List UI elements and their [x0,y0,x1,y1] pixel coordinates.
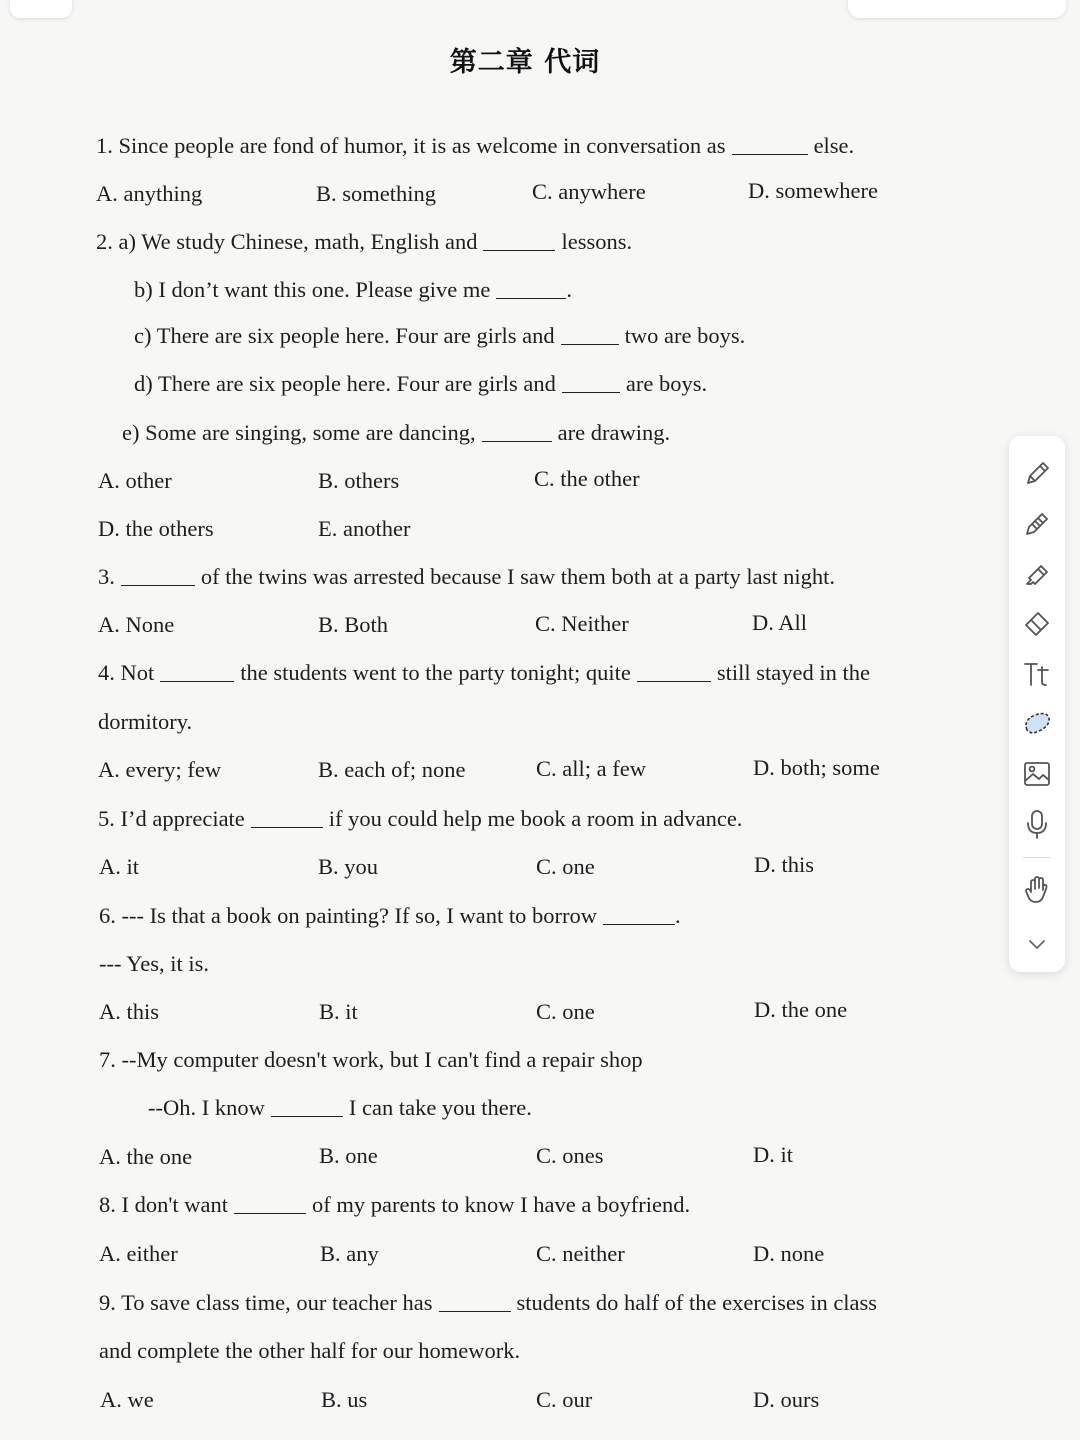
question-8: 8. I don't want of my parents to know I have a boyfriend. [99,1192,691,1217]
question-6: 6. --- Is that a book on painting? If so, I want to borrow . [99,903,681,928]
option[interactable]: A. it [99,854,140,879]
question-3: 3. of the twins was arrested because I saw them both at a party last night. [98,564,836,589]
question-7: 7. --My computer doesn't work, but I can't find a repair shop [99,1047,643,1072]
question-2d: d) There are six people here. Four are girls and are boys. [134,371,708,396]
option[interactable]: C. one [536,999,595,1024]
option[interactable]: B. each of; none [318,757,466,782]
microphone-tool[interactable] [1019,806,1055,842]
hand-tool[interactable] [1019,872,1055,908]
question-2c: c) There are six people here. Four are girls and two are boys. [134,323,746,348]
top-right-toolbar [848,0,1066,18]
pencil-tool[interactable] [1019,456,1055,492]
question-9-continued: and complete the other half for our homework. [99,1338,521,1363]
chevron-down-icon [1021,928,1053,960]
option[interactable]: B. one [319,1143,378,1168]
answer-blank[interactable] [271,1096,343,1117]
option[interactable]: A. other [98,468,172,493]
top-left-tab[interactable] [10,0,72,18]
question-4-continued: dormitory. [98,709,193,734]
option[interactable]: A. either [99,1241,178,1266]
answer-blank[interactable] [561,324,619,345]
text-tool[interactable] [1019,656,1055,692]
option[interactable]: C. the other [534,466,640,491]
option[interactable]: D. All [752,610,808,635]
lasso-tool[interactable] [1019,706,1055,742]
option[interactable]: B. you [318,854,379,879]
option[interactable]: A. every; few [98,757,222,782]
option[interactable]: B. us [321,1387,368,1412]
answer-blank[interactable] [496,278,566,299]
option[interactable]: C. Neither [535,611,629,636]
highlighter-icon [1021,558,1053,590]
question-6-reply: --- Yes, it is. [99,951,210,976]
option[interactable]: D. this [754,852,815,877]
text-tool-icon [1021,658,1053,690]
question-4: 4. Not the students went to the party tonight; quite still stayed in the [98,660,870,685]
option[interactable]: D. none [753,1241,825,1266]
answer-blank[interactable] [637,661,711,682]
pen-icon [1021,508,1053,540]
hand-icon [1021,874,1053,906]
toolbar-divider [1023,857,1051,858]
question-7-reply: --Oh. I know I can take you there. [148,1095,532,1120]
image-tool[interactable] [1019,756,1055,792]
option[interactable]: C. one [536,854,595,879]
answer-blank[interactable] [732,134,808,155]
option[interactable]: A. the one [99,1144,193,1169]
option[interactable]: D. somewhere [748,178,878,203]
option[interactable]: C. ones [536,1143,604,1168]
option[interactable]: D. the one [754,997,848,1022]
answer-blank[interactable] [562,372,620,393]
option[interactable]: A. we [100,1387,154,1412]
option[interactable]: D. it [753,1142,794,1167]
eraser-icon [1021,608,1053,640]
microphone-icon [1021,808,1053,840]
answer-blank[interactable] [160,661,234,682]
highlighter-tool[interactable] [1019,556,1055,592]
image-icon [1021,758,1053,790]
collapse-toolbar-button[interactable] [1019,926,1055,962]
option[interactable]: B. it [319,999,358,1024]
question-2a: 2. a) We study Chinese, math, English and lessons. [96,229,633,254]
answer-blank[interactable] [234,1193,306,1214]
option[interactable]: D. both; some [753,755,880,780]
answer-blank[interactable] [121,565,195,586]
option[interactable]: A. None [98,612,175,637]
pen-tool[interactable] [1019,506,1055,542]
option[interactable]: D. ours [753,1387,820,1412]
answer-blank[interactable] [482,421,552,442]
annotation-toolbar [1009,436,1065,972]
answer-blank[interactable] [483,230,555,251]
question-1: 1. Since people are fond of humor, it is as welcome in conversation as else. [96,133,855,158]
option[interactable]: D. the others [98,516,214,541]
answer-blank[interactable] [439,1291,511,1312]
option[interactable]: B. any [320,1241,379,1266]
pencil-icon [1021,458,1053,490]
option[interactable]: C. our [536,1387,593,1412]
answer-blank[interactable] [251,807,323,828]
option[interactable]: A. anything [96,181,203,206]
option[interactable]: A. this [99,999,160,1024]
page-title: 第二章 代词 [449,47,601,78]
option[interactable]: C. neither [536,1241,625,1266]
option[interactable]: B. others [318,468,400,493]
eraser-tool[interactable] [1019,606,1055,642]
option[interactable]: B. Both [318,612,389,637]
question-2e: e) Some are singing, some are dancing, are drawing. [122,420,671,445]
question-2b: b) I don’t want this one. Please give me . [134,277,573,302]
option[interactable]: C. all; a few [536,756,646,781]
option[interactable]: C. anywhere [532,179,646,204]
option[interactable]: B. something [316,181,437,206]
answer-blank[interactable] [603,904,675,925]
question-5: 5. I’d appreciate if you could help me book a room in advance. [98,806,743,831]
lasso-icon [1021,708,1053,740]
question-9: 9. To save class time, our teacher has students do half of the exercises in class [99,1290,878,1315]
option[interactable]: E. another [318,516,411,541]
